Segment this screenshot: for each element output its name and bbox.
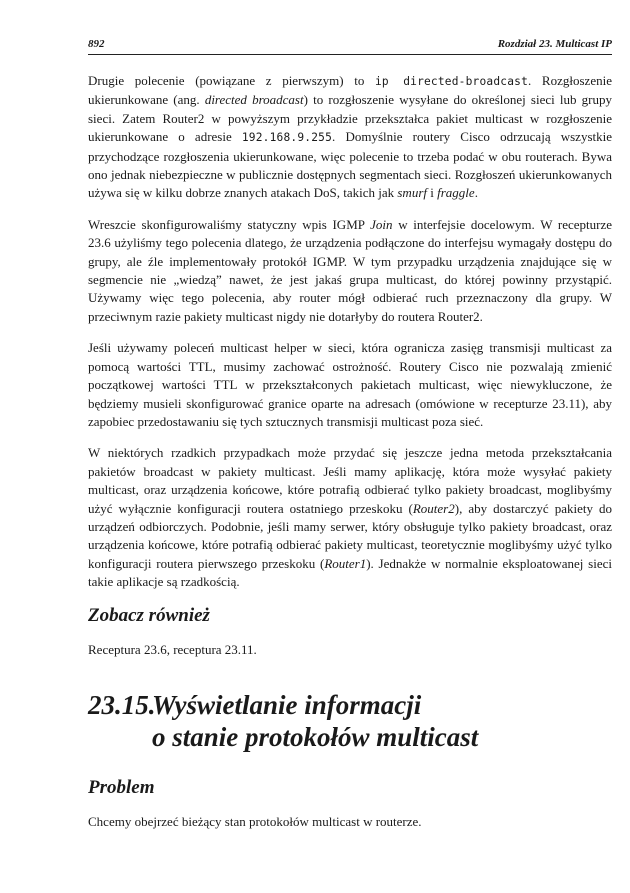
- see-also-heading: Zobacz również: [88, 604, 210, 626]
- code-broadcast-address: 192.168.9.255: [241, 131, 333, 145]
- section-title-line2: o stanie protokołów multicast: [152, 721, 479, 752]
- running-chapter-title: Rozdział 23. Multicast IP: [497, 38, 612, 50]
- page-header: [88, 36, 612, 55]
- paragraph-broadcast-to-multicast: W niektórych rzadkich przypadkach może przydać się jeszcze jedna metoda przekształcania pakietów broadcast w pakiety multicast. Jeśli mamy aplikację, która może wysyłać pakiety multicast, oraz urządzenia końcowe, które potrafią odbierać tylko pakiety broadcast, moglibyśmy użyć wyłącznie konfiguracji routera ostatniego przeskoku (Router2), aby dostarczyć pakiety do urządzeń odbiorczych. Podobnie, jeśli mamy serwer, który obsługuje tylko pakiety broadcast, oraz urządzenia końcowe, które potrafią odbierać pakiety multicast, teoretycznie moglibyśmy użyć tylko konfiguracji routera pierwszego przeskoku (Router1). Jednakże w normalnie eksploatowanej sieci takie aplikacje są rzadkością.: [88, 445, 612, 590]
- page-body: [88, 72, 612, 844]
- paragraph-igmp-join: Wreszcie skonfigurowaliśmy statyczny wpis IGMP Join w interfejsie docelowym. W recepturze 23.6 użyliśmy tego polecenia dlatego, że urządzenia podłączone do interfejsu wymagały dostępu do grupy, ale źle implementowały protokół IGMP. W tym przypadku urządzenia znajdujące się w segmencie nie „wiedzą” nawet, że jest jakaś grupa multicast, do której powinny przystąpić. Używamy więc tego polecenia, aby router mógł odbierać ruch przeznaczony dla grupy. W przeciwnym razie pakiety multicast nigdy nie dotarłyby do routera Router2.: [88, 216, 612, 324]
- section-heading: [88, 689, 612, 753]
- section-title-line1: Wyświetlanie informacji: [152, 689, 422, 720]
- see-also-text: Receptura 23.6, receptura 23.11.: [88, 641, 257, 657]
- problem-text: Chcemy obejrzeć bieżący stan protokołów multicast w routerze.: [88, 813, 422, 829]
- paragraph-ttl-warning: Jeśli używamy poleceń multicast helper w sieci, która ogranicza zasięg transmisji multicast za pomocą wartości TTL, musimy zachować ostrożność. Routery Cisco nie pozwalają zmienić początkowej wartości TTL w przekształconych pakietach multicast, więc niewykluczone, że będziemy musieli skonfigurować granice oparte na adresach (omówione w recepturze 23.11), aby zapobiec przedostawaniu się tych sztucznych transmisji multicast poza sieć.: [88, 340, 612, 429]
- problem-heading: Problem: [88, 776, 155, 798]
- section-number: 23.15.: [88, 689, 156, 720]
- paragraph-directed-broadcast: Drugie polecenie (powiązane z pierwszym) to ip directed-broadcast. Rozgłoszenie ukierunkowane (ang. directed broadcast) to rozgłoszenie wysyłane do określonej sieci lub grupy sieci. Zatem Router2 w powyższym przykładzie przekształca pakiet multicast w rozgłoszenie ukierunkowane o adresie 192.168.9.255. Domyślnie routery Cisco odrzucają wszystkie przychodzące rozgłoszenia ukierunkowane, więc polecenie to trzeba podać w obu routerach. Bywa ono jednak niebezpieczne w publicznie dostępnych segmentach sieci. Rozgłoszeń ukierunkowanych używa się w kilku dobrze znanych atakach DoS, takich jak smurf i fraggle.: [88, 73, 612, 201]
- page-number: 892: [88, 38, 105, 50]
- code-ip-directed-broadcast: ip directed-broadcast: [374, 75, 529, 88]
